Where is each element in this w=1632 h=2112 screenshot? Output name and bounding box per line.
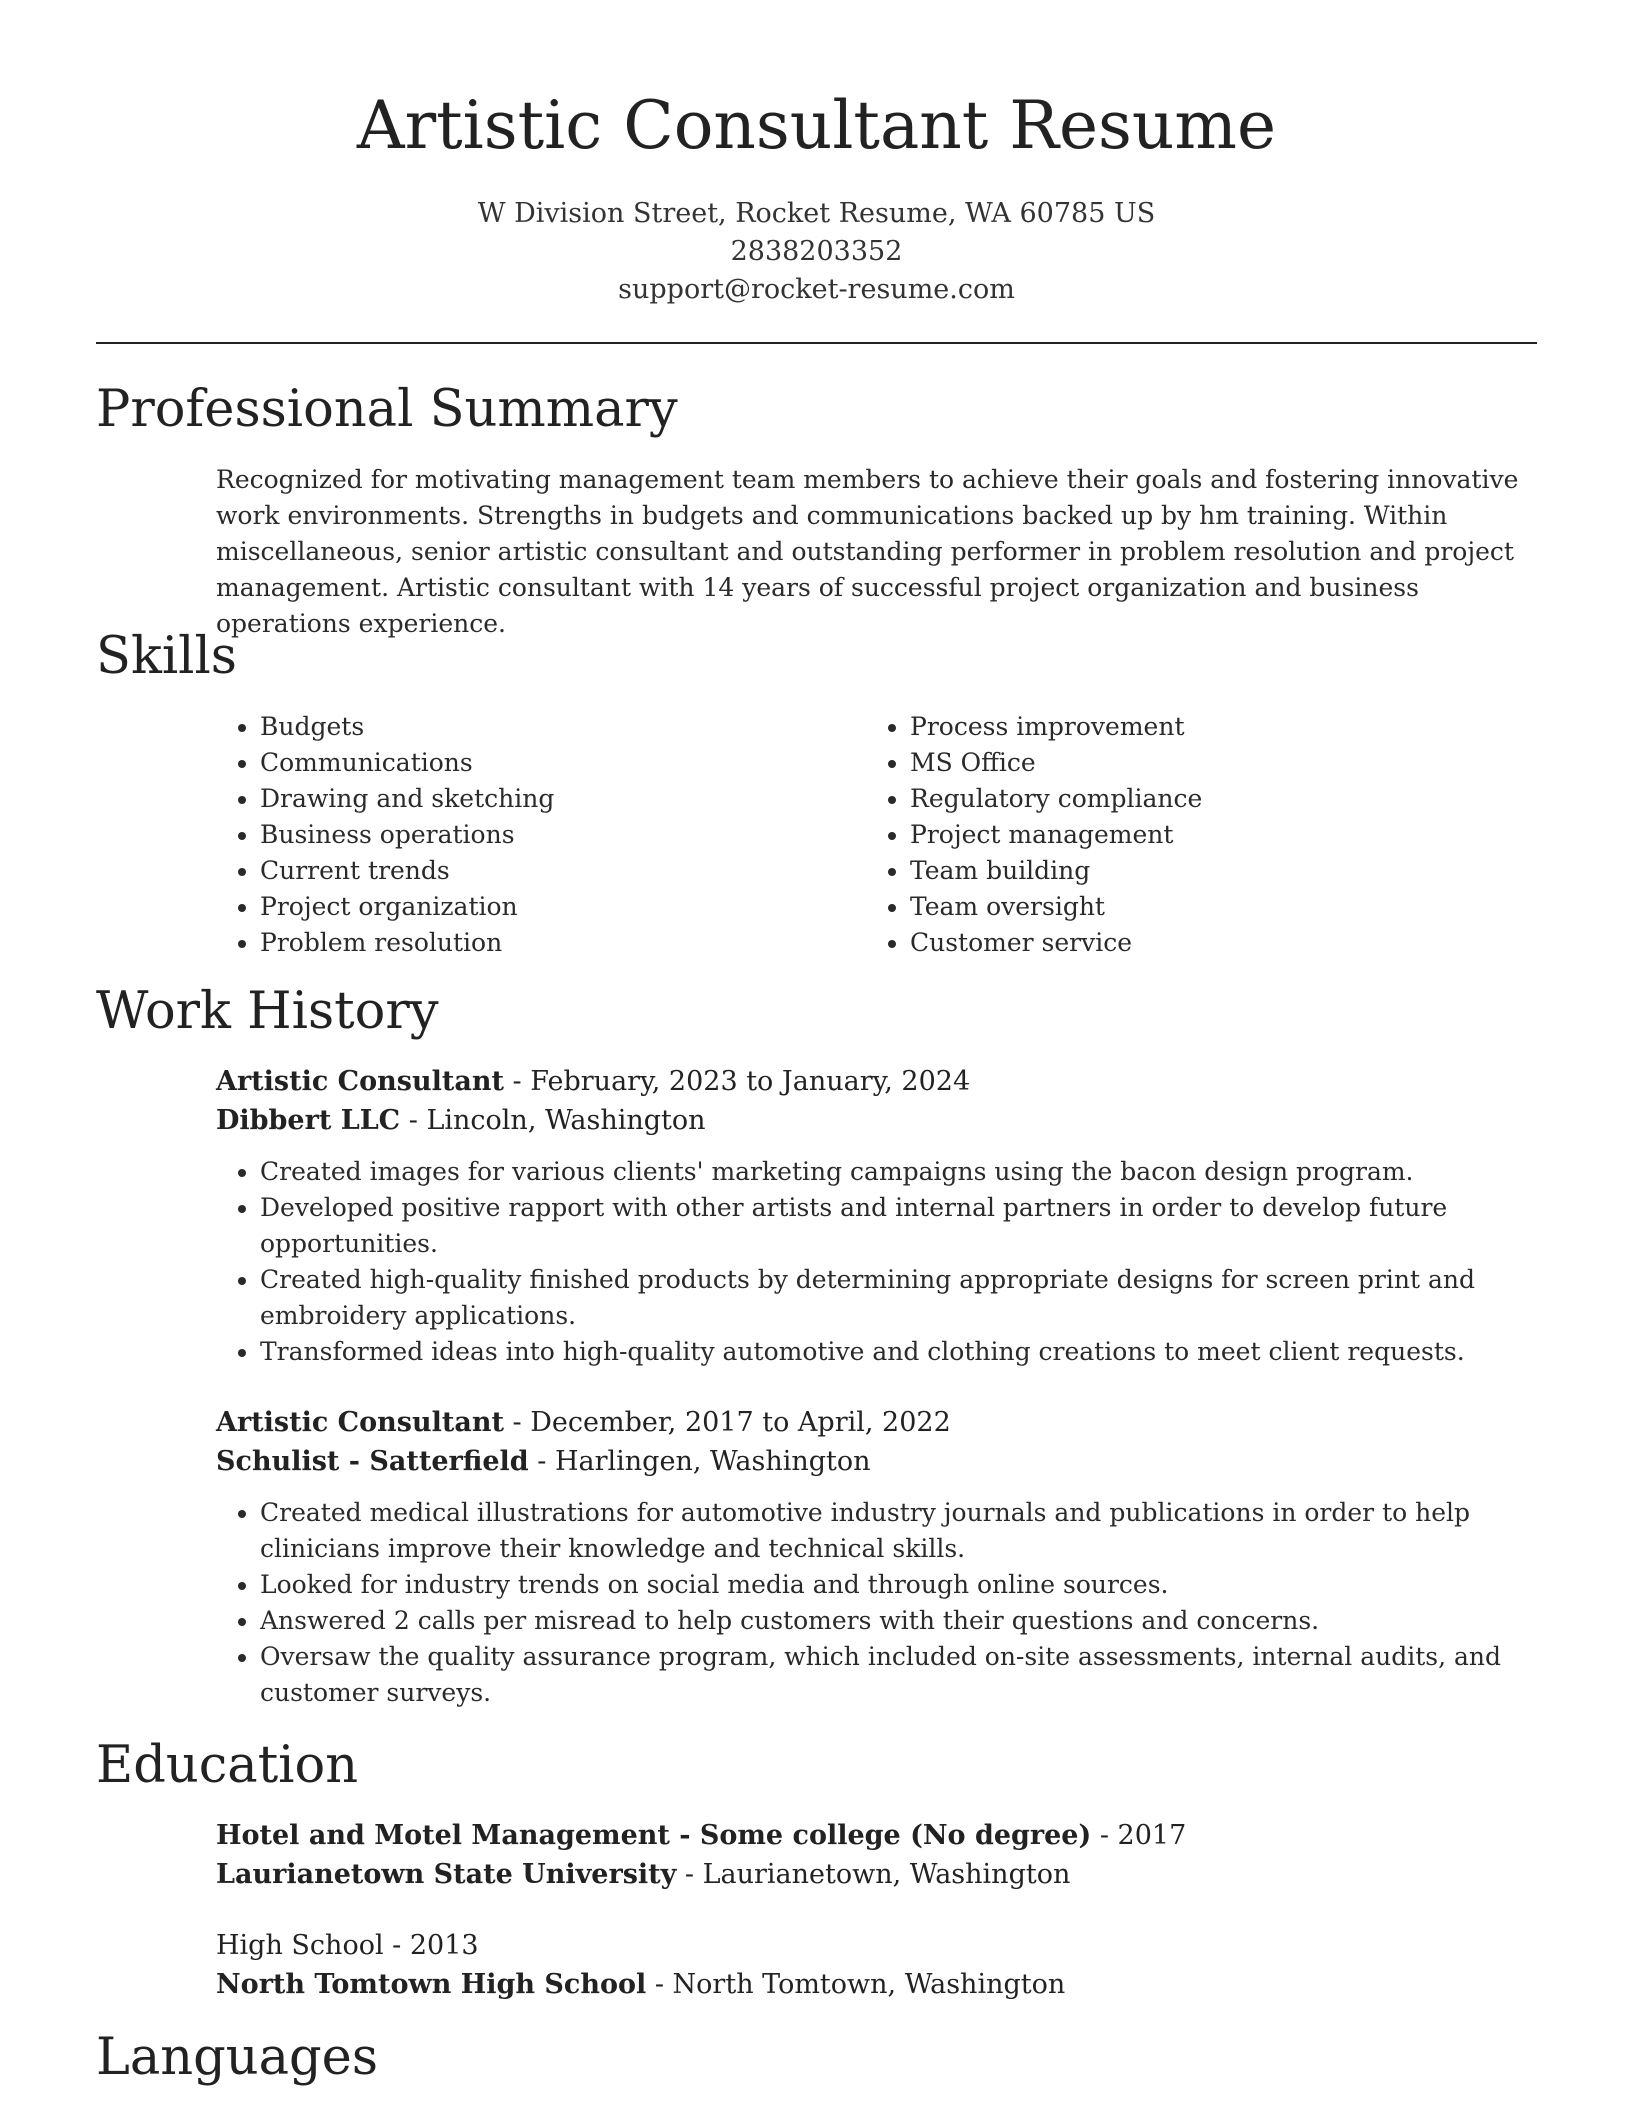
job-entry [216,1403,1537,1711]
job-title: Artistic Consultant [216,1066,504,1097]
skills-list-right [866,709,1550,961]
job-location: - Harlingen, Washington [528,1446,871,1477]
education-entry [216,1816,1537,1894]
job-dates: - December, 2017 to April, 2022 [503,1407,951,1438]
education-school-line [216,1855,1537,1894]
contact-address: W Division Street, Rocket Resume, WA 60785 US [477,198,1156,229]
skill-item: • Regulatory compliance [910,781,1550,817]
job-bullet: • Created high-quality finished products by determining appropriate designs for screen print and embroidery applications. [260,1262,1537,1334]
skill-item: • Project organization [260,889,860,925]
job-company: Schulist - Satterfield [216,1446,529,1477]
education-degree: High School [216,1930,384,1961]
contact-phone: 2838203352 [730,236,903,267]
job-company: Dibbert LLC [216,1105,401,1136]
job-bullet: • Looked for industry trends on social media and through online sources. [260,1567,1537,1603]
job-title-line [216,1403,1537,1442]
summary-text: Recognized for motivating management team members to achieve their goals and fostering innovative work environments. Strengths in budgets and communications backed up by hm training. Within miscellaneous, senior artistic consultant and outstanding performer in problem resolution and project management. Artistic consultant with 14 years of successful project organization and business operations experience. [216,465,1519,638]
work-heading: Work History [96,982,439,1041]
education-heading: Education [96,1736,359,1795]
job-location: - Lincoln, Washington [400,1105,706,1136]
education-school: Laurianetown State University [216,1859,677,1890]
job-bullets [96,1495,1537,1711]
skill-item: • Drawing and sketching [260,781,860,817]
summary-heading: Professional Summary [96,380,678,439]
skill-item: • Process improvement [910,709,1550,745]
job-bullet: • Created medical illustrations for automotive industry journals and publications in order to help clinicians improve their knowledge and technical skills. [260,1495,1537,1567]
education-entry [216,1926,1537,2004]
skill-item: • Project management [910,817,1550,853]
contact-block [96,195,1537,309]
job-company-line [216,1101,1537,1140]
skill-item: • Team building [910,853,1550,889]
job-entry [216,1062,1537,1370]
skills-heading: Skills [96,627,237,686]
education-degree-line [216,1926,1537,1965]
job-dates: - February, 2023 to January, 2024 [503,1066,971,1097]
job-bullet: • Transformed ideas into high-quality automotive and clothing creations to meet client requests. [260,1334,1537,1370]
resume-header [96,86,1537,309]
job-bullet: • Oversaw the quality assurance program, which included on-site assessments, internal audits, and customer surveys. [260,1639,1537,1711]
skill-item: • Problem resolution [260,925,860,961]
education-degree-line [216,1816,1537,1855]
skill-item: • MS Office [910,745,1550,781]
skill-item: • Customer service [910,925,1550,961]
job-title: Artistic Consultant [216,1407,504,1438]
education-school: North Tomtown High School [216,1969,647,2000]
job-title-line [216,1062,1537,1101]
skills-list-left [216,709,860,961]
skill-item: • Budgets [260,709,860,745]
education-location: - North Tomtown, Washington [646,1969,1066,2000]
skill-item: • Business operations [260,817,860,853]
education-school-line [216,1965,1537,2004]
education-degree: Hotel and Motel Management - Some college (No degree) [216,1820,1092,1851]
education-location: - Laurianetown, Washington [676,1859,1071,1890]
header-divider [96,342,1537,344]
job-bullet: • Developed positive rapport with other artists and internal partners in order to develop future opportunities. [260,1190,1537,1262]
languages-heading: Languages [96,2028,379,2087]
job-bullet: • Created images for various clients' marketing campaigns using the bacon design program. [260,1154,1537,1190]
skill-item: • Team oversight [910,889,1550,925]
job-bullet: • Answered 2 calls per misread to help customers with their questions and concerns. [260,1603,1537,1639]
contact-email[interactable]: support@rocket-resume.com [618,274,1015,305]
resume-title: Artistic Consultant Resume [356,87,1277,164]
skill-item: • Current trends [260,853,860,889]
education-year: - 2013 [383,1930,479,1961]
job-bullets [96,1154,1537,1370]
education-year: - 2017 [1091,1820,1187,1851]
job-company-line [216,1442,1537,1481]
skill-item: • Communications [260,745,860,781]
